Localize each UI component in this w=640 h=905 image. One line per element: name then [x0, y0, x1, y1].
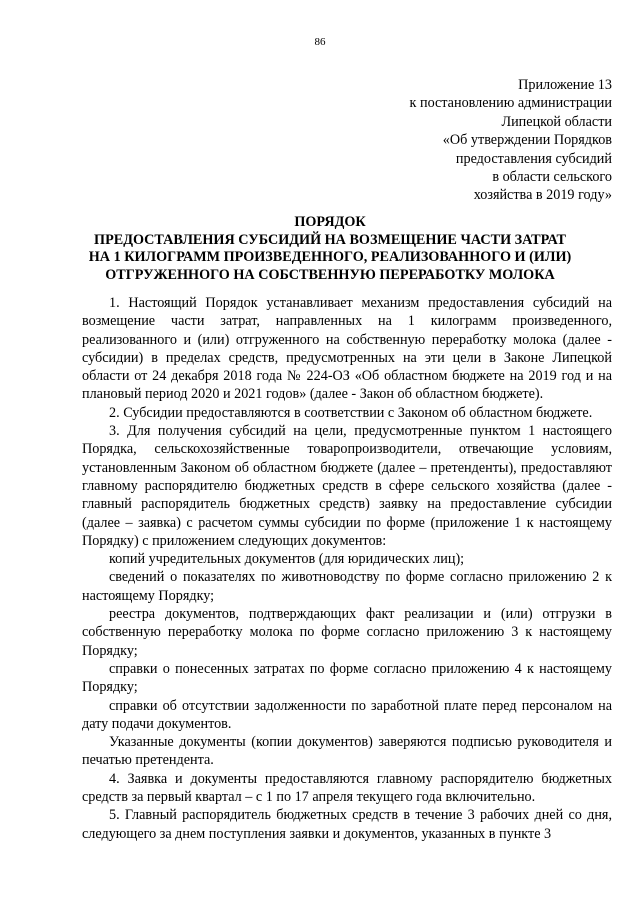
- title-line: ПРЕДОСТАВЛЕНИЯ СУБСИДИЙ НА ВОЗМЕЩЕНИЕ ЧАСТИ ЗАТРАТ: [94, 231, 566, 248]
- appendix-line: Липецкой области: [501, 113, 612, 130]
- appendix-header: [282, 76, 612, 205]
- paragraph: справки о понесенных затратах по форме согласно приложению 4 к настоящему Порядку;: [82, 660, 612, 696]
- paragraph: Указанные документы (копии документов) заверяются подписью руководителя и печатью претендента.: [82, 734, 612, 769]
- title-line: ПОРЯДОК: [294, 214, 366, 230]
- appendix-line: предоставления субсидий: [455, 150, 612, 167]
- appendix-line: Приложение 13: [518, 77, 612, 93]
- paragraph: сведений о показателях по животноводству по форме согласно приложению 2 к настоящему Порядку;: [82, 569, 612, 604]
- title-line: ОТГРУЖЕННОГО НА СОБСТВЕННУЮ ПЕРЕРАБОТКУ МОЛОКА: [105, 266, 555, 283]
- paragraph: копий учредительных документов (для юридических лиц);: [109, 551, 465, 568]
- paragraph: справки об отсутствии задолженности по заработной плате перед персоналом на дату подачи документов.: [82, 697, 612, 732]
- document-body: [82, 294, 612, 843]
- title-line: НА 1 КИЛОГРАММ ПРОИЗВЕДЕННОГО, РЕАЛИЗОВАННОГО И (ИЛИ): [88, 249, 572, 266]
- paragraph: реестра документов, подтверждающих факт реализации и (или) отгрузки в собственную переработку молока по форме согласно приложению 3 к настоящему Порядку;: [82, 606, 612, 659]
- paragraph: 5. Главный распорядитель бюджетных средств в течение 3 рабочих дней со дня, следующего за днем поступления заявки и документов, указанных в пункте 3: [82, 807, 612, 842]
- appendix-line: к постановлению администрации: [409, 95, 612, 112]
- appendix-line: в области сельского: [492, 169, 612, 186]
- page-number: 86: [314, 36, 326, 48]
- document-title: [60, 214, 600, 284]
- paragraph: 1. Настоящий Порядок устанавливает механизм предоставления субсидий на возмещение части затрат, направленных на 1 килограмм произведенного, реализованного и (или) отгруженного на собственную переработку молока (далее - субсидии) в пределах средств, предусмотренных на эти цели в Законе Липецкой области от 24 декабря 2018 года № 224-ОЗ «Об областном бюджете на 2019 год и на плановый период 2020 и 2021 годов» (далее - Закон об областном бюджете).: [82, 295, 612, 403]
- paragraph: 4. Заявка и документы предоставляются главному распорядителю бюджетных средств за первый квартал – с 1 по 17 апреля текущего года включительно.: [82, 770, 612, 806]
- paragraph: 2. Субсидии предоставляются в соответствии с Законом об областном бюджете.: [109, 404, 593, 421]
- appendix-line: «Об утверждении Порядков: [442, 132, 612, 149]
- paragraph: 3. Для получения субсидий на цели, предусмотренные пунктом 1 настоящего Порядка, сельскохозяйственные товаропроизводители, отвечающие условиям, установленным Законом об областном бюджете (далее – претенденты), предоставляют главному распорядителю бюджетных средств в сфере сельского хозяйства (далее - главный распорядитель бюджетных средств) заявку на предоставление субсидии (далее – заявка) с расчетом суммы субсидии по форме (приложение 1 к настоящему Порядку) с приложением следующих документов:: [82, 423, 612, 549]
- appendix-line: хозяйства в 2019 году»: [473, 187, 612, 204]
